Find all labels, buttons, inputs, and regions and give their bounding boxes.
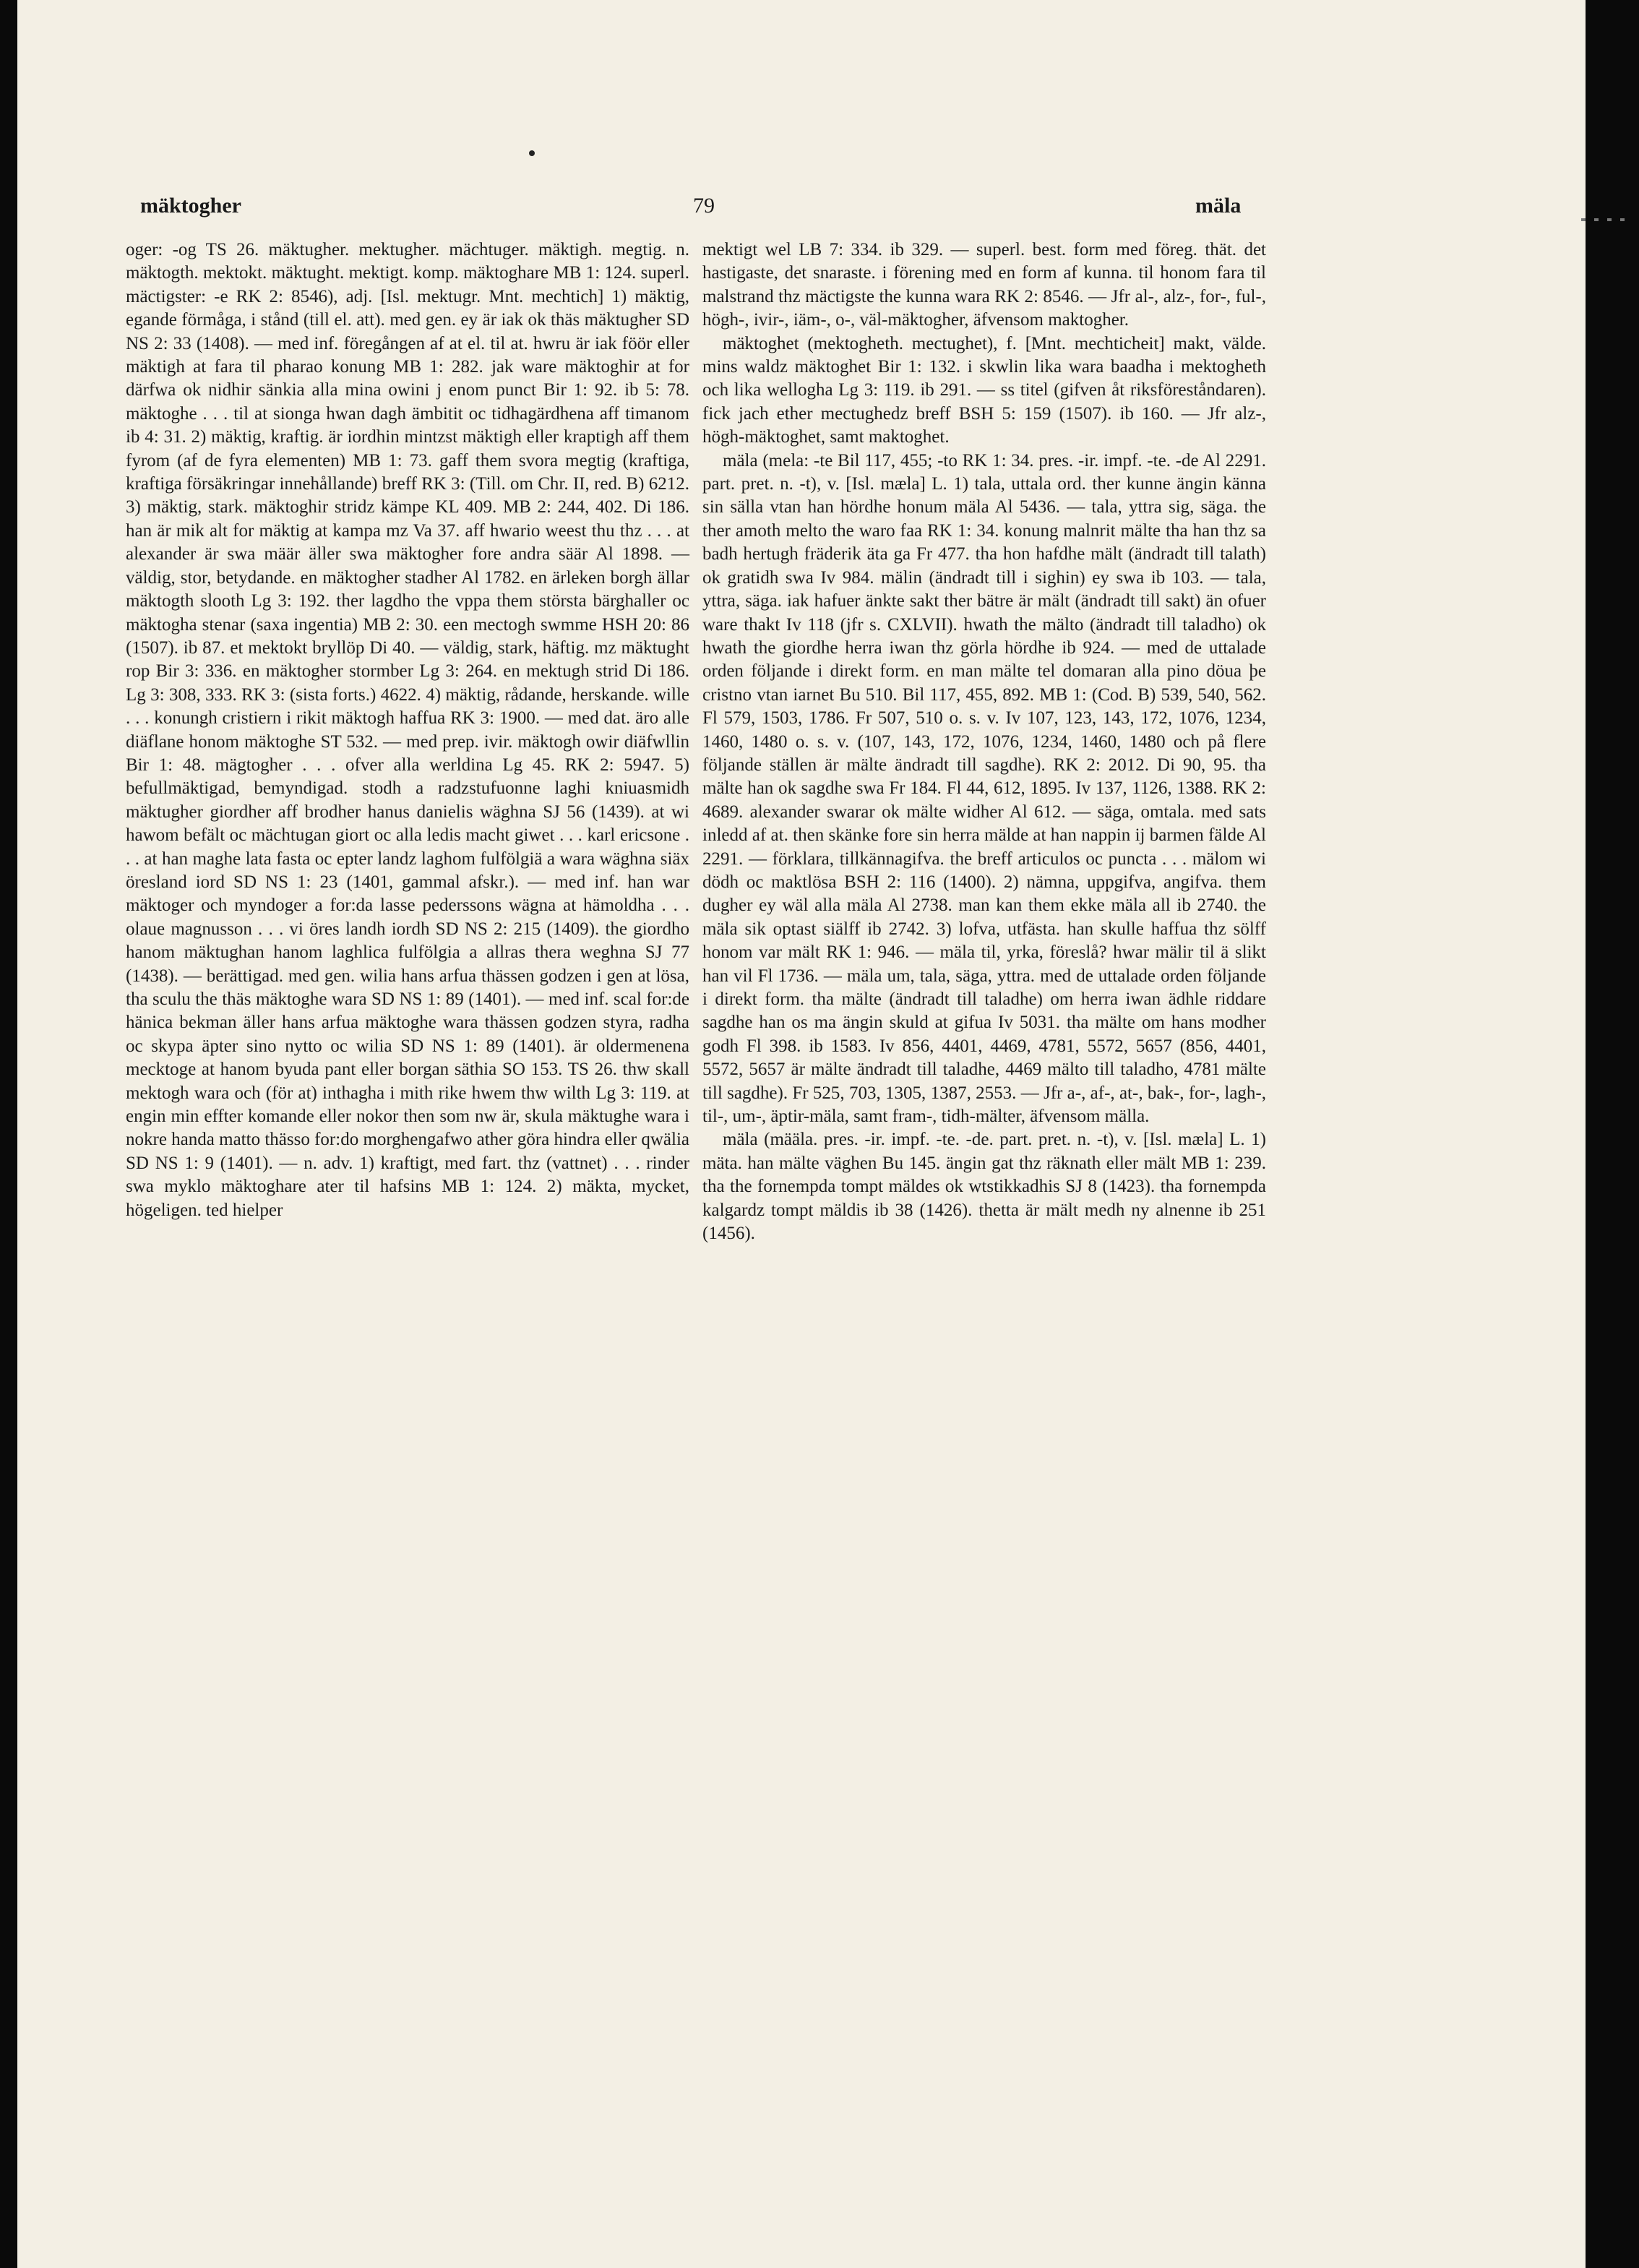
left-column — [126, 239, 689, 1222]
header-guide-word-right: mäla — [1195, 194, 1242, 218]
ink-dot — [529, 150, 535, 156]
entry-mala-1: mäla (mela: -te Bil 117, 455; -to RK 1: 34. pres. -ir. impf. -te. -de Al 2291. part. pret. n. -t), v. [Isl. mæla] L. 1) tala, uttala ord. ther kunne ängin känna sin sälla vtan han hördhe honum mäla Al 5436. — tala, yttra sig, säga. the ther amoth melto the waro faa RK 1: 34. konung malnrit mälte tha han thz sa badh hertugh fräderik äta ga Fr 477. tha hon hafdhe mält (ändradt till talath) ok gratidh swa Iv 984. mälin (ändradt till i sighin) ey swa ib 103. — tala, yttra, säga. iak hafuer änkte sakt ther bätre är mält (ändradt till sakt) än ofuer ware thakt Iv 118 (jfr s. CXLVII). hwath the mälto (ändradt till taladho) ok hwath the giordhe herra iwan thz görla hördhe ib 924. — med de uttalade orden följande i direkt form. en man mälte tel domaran alla pino döua þe cristno vtan iarnet Bu 510. Bil 117, 455, 892. MB 1: (Cod. B) 539, 540, 562. Fl 579, 1503, 1786. Fr 507, 510 o. s. v. Iv 107, 123, 143, 172, 1076, 1234, 1460, 1480 o. s. v. (107, 143, 172, 1076, 1234, 1460, 1480 och på flere följande ställen är mälte ändradt till sagdhe). RK 2: 2012. Di 90, 95. tha mälte han ok sagdhe swa Fr 184. Fl 44, 612, 1895. Iv 137, 1126, 1388. RK 2: 4689. alexander swarar ok mälte widher Al 612. — säga, omtala. med sats inledd af at. then skänke fore sin herra mälde at han nappin ij barmen fälde Al 2291. — förklara, tillkännagifva. the breff articulos oc puncta . . . mälom wi dödh oc maktlösa BSH 2: 116 (1400). 2) nämna, uppgifva, angifva. them dugher ey wäl alla mäla Al 2738. man kan them ekke mäla all ib 2740. the mäla sik optast siälff ib 2742. 3) lofva, utfästa. han skulle haffua thz sölff honom var mält RK 1: 946. — mäla til, yrka, föreslå? hwar mälir til ä slikt han vil Fl 1736. — mäla um, tala, säga, yttra. med de uttalade orden följande i direkt form. tha mälte (ändradt till taladhe) om herra iwan ädhle riddare sagdhe han os ma ängin skuld at gifua Iv 5031. tha mälte om hans modher godh Fl 398. ib 1583. Iv 856, 4401, 4469, 4781, 5572, 5657 (856, 4401, 5572, 5657 är mälte ändradt till taladhe, 4469 mälto till taladho, 4781 mälte till sagdhe). Fr 525, 703, 1305, 1387, 2553. — Jfr a-, af-, at-, bak-, for-, lagh-, til-, um-, äptir-mäla, samt fram-, tidh-mälter, äfvensom mälla. — [702, 450, 1266, 1127]
entry-maktoghet: mäktoghet (mektogheth. mectughet), f. [Mnt. mechticheit] makt, välde. mins waldz mäktoghet Bir 1: 132. i skwlin lika wara baadha i mektogheth och lika wellogha Lg 3: 119. ib 291. — ss titel (gifven åt riksföreståndaren). fick jach ether mectughedz breff BSH 5: 159 (1507). ib 160. — Jfr alz-, högh-mäktoghet, samt maktoghet. — [702, 333, 1266, 447]
edge-dash-mark — [1581, 218, 1632, 221]
entry-mala-2: mäla (määla. pres. -ir. impf. -te. -de. part. pret. n. -t), v. [Isl. mæla] L. 1) mäta. han mälte väghen Bu 145. ängin gat thz räknath eller mält MB 1: 239. tha the fornempda tompt mäldes ok wtstikkadhis SJ 8 (1423). tha fornempda kalgardz tompt mäldis ib 38 (1426). thetta är mält medh ny alnenne ib 251 (1456). — [702, 1130, 1266, 1244]
entry-paragraph: oger: -og TS 26. mäktugher. mektugher. mächtuger. mäktigh. megtig. n. mäktogth. mektokt. mäktught. mektigt. komp. mäktoghare MB 1: 124. superl. mäctigster: -e RK 2: 8546), adj. [Isl. mektugr. Mnt. mechtich] 1) mäktig, egande förmåga, i stånd (till el. att). med gen. ey är iak ok thäs mäktugher SD NS 2: 33 (1408). — med inf. föregången af at el. til at. hwru är iak föör eller mäktigh at fara til pharao konung MB 1: 282. jak ware mäktoghir at for därfwa ok nidhir sänkia alla mina owini j enom punct Bir 1: 92. ib 5: 78. mäktoghe . . . til at sionga hwan dagh ämbitit oc tidhagärdhena aff timanom ib 4: 31. 2) mäktig, kraftig. är iordhin mintzst mäktigh eller kraptigh aff them fyrom (af de fyra elementen) MB 1: 73. gaff them svora megtig (kraftiga, kraftiga försäkringar innehållande) breff RK 3: (Till. om Chr. II, red. B) 6212. 3) mäktig, stark. mäktoghir stridz kämpe KL 409. MB 2: 244, 402. Di 186. han är mik alt for mäktig at kampa mz Va 37. aff hwario weest thu thz . . . at alexander är swa määr äller swa mäktogher fore andra säär Al 1898. — väldig, stor, betydande. en mäktogher stadher Al 1782. en ärleken borgh ällar mäktogth slooth Lg 3: 192. ther lagdho the vppa them största bärghaller oc mäktogha stenar (saxa ingentia) MB 2: 30. een mectogh swmme HSH 20: 86 (1507). ib 87. et mektokt bryllöp Di 40. — väldig, stark, häftig. mz mäktught rop Bir 3: 336. en mäktogher stormber Lg 3: 264. en mektugh strid Di 186. Lg 3: 308, 333. RK 3: (sista forts.) 4622. 4) mäktig, rådande, herskande. wille . . . konungh cristiern i rikit mäktogh haffua RK 3: 1900. — med dat. äro alle diäflane honom mäktoghe ST 532. — med prep. ivir. mäktogh owir diäfwllin Bir 1: 48. mägtogher . . . ofver alla werldina Lg 45. RK 2: 5947. 5) befullmäktigad, bemyndigad. stodh a radzstufuonne laghi kniuasmidh mäktugher giordher aff brodher hanus danielis wäghna SJ 56 (1439). at wi hawom befält oc mächtugan giort oc alla ledis macht giwet . . . karl ericsone . . . at han maghe lata fasta oc epter landz laghom fulfölgiä a wara wäghna siäx öresland iord SD NS 1: 23 (1401, gammal afskr.). — med inf. han war mäktoger och myndoger a for:da lasse pederssons wägna at hämoldha . . . olaue magnusson . . . vi öres landh iordh SD NS 2: 215 (1409). the giordho hanom mäktughan hanom laghlica fulfölgia a allras thera weghna SJ 77 (1438). — berättigad. med gen. wilia hans arfua thässen godzen i gen at lösa, tha sculu the thäs mäktoghe wara SD NS 1: 89 (1401). — med inf. scal for:de hänica bekman äller hans arfua mäktoghe wara thässen godzen styra, radha oc skypa äpter sino nytto oc wilia SD NS 1: 89 (1401). är oldermenena mecktoge at hanom byuda pant eller borgan säthia SO 153. TS 26. thw skall mektogh wara och (för at) inthagha i mith rike hwem thw wilth Lg 3: 119. at engin min effter komande eller nokor then som nw är, skula mäktughe wara i nokre handa matto thässo for:do morghengafwo ather göra hindra eller qwälia SD NS 1: 9 (1401). — n. adv. 1) kraftigt, med fart. thz (vattnet) . . . rinder swa myklo mäktoghare ater til hafsins MB 1: 124. 2) mäkta, mycket, högeligen. ted hielper — [126, 240, 689, 1220]
header-guide-word-left: mäktogher — [140, 194, 241, 218]
right-column — [702, 239, 1266, 1245]
dictionary-page — [17, 0, 1586, 2268]
entry-paragraph: mektigt wel LB 7: 334. ib 329. — superl. best. form med föreg. thät. det hastigaste, det snaraste. i förening med en form af kunna. til honom fara til malstrand thz mäctigste the kunna wara RK 2: 8546. — Jfr al-, alz-, for-, ful-, högh-, ivir-, iäm-, o-, väl-mäktogher, äfvensom maktogher. — [702, 240, 1266, 330]
page-number: 79 — [693, 194, 715, 218]
